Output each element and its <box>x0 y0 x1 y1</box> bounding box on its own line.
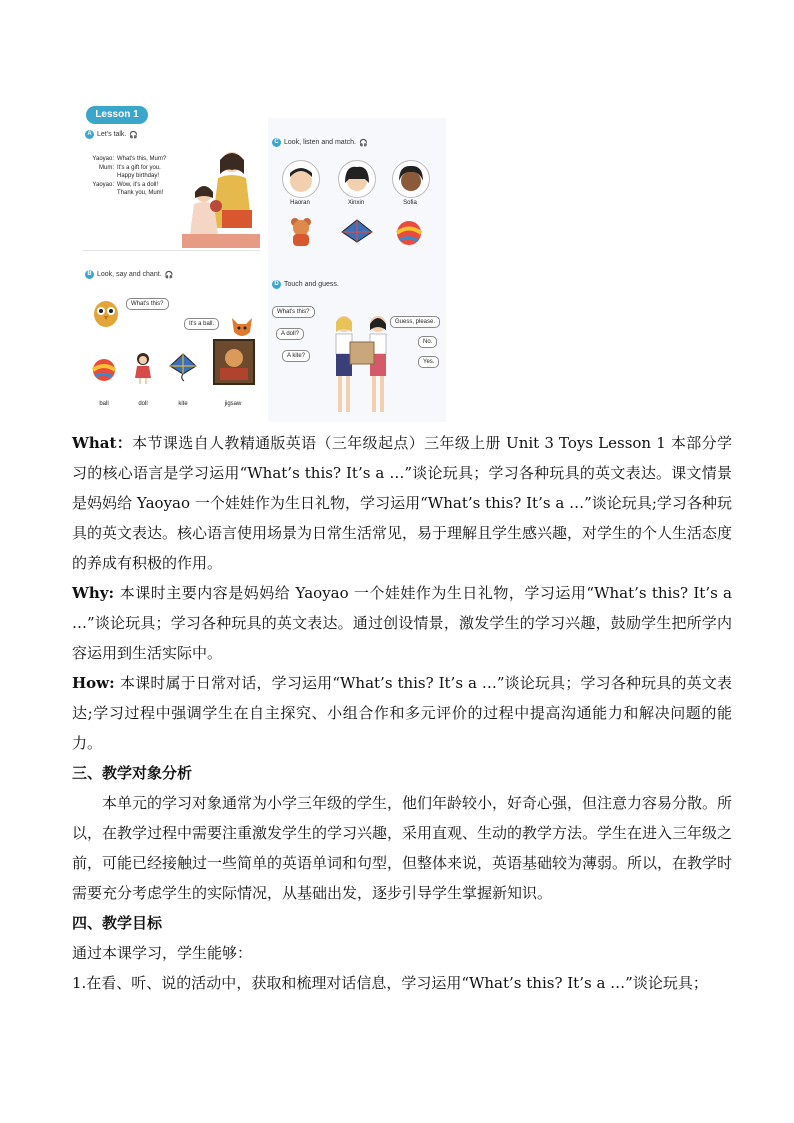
girl-face-icon <box>338 160 376 198</box>
jigsaw-picture <box>212 338 256 386</box>
section-c-badge: C <box>272 138 281 147</box>
owl-icon <box>92 296 120 328</box>
section-b-badge: B <box>85 270 94 279</box>
speech-bubble: It's a ball. <box>184 318 219 330</box>
lesson-panel-right <box>268 118 446 422</box>
speech-bubble: What's this? <box>126 298 169 310</box>
dialog-line: Yaoyao: What's this, Mum? <box>92 156 167 162</box>
what-text: 本节课选自人教精通版英语（三年级起点）三年级上册 Unit 3 Toys Lesson 1 本部分学习的核心语言是学习运用“What’s this? It’s a …”谈论玩具；学习各种玩具的英文表达。课文情景是妈妈给 Yaoyao 一个娃娃作为生日礼物，学习运用“What’s this? It’s a …”谈论玩具;学习各种玩具的英文表达。核心语言使用场景为日常生活常见，易于理解且学生感兴趣，对学生的个人生活态度的养成有积极的作用。 <box>72 434 733 572</box>
headphones-icon: 🎧 <box>129 131 139 139</box>
section-d-badge: D <box>272 280 281 289</box>
why-text: 本课时主要内容是妈妈给 Yaoyao 一个娃娃作为生日礼物，学习运用“What’s this? It’s a …”谈论玩具；学习各种玩具的英文表达。通过创设情景，激发学生的学习兴趣，鼓励学生把所学内容运用到生活实际中。 <box>72 584 732 662</box>
student-analysis-paragraph: 本单元的学习对象通常为小学三年级的学生，他们年龄较小，好奇心强，但注意力容易分散。所以，在教学过程中需要注重激发学生的学习兴趣，采用直观、生动的教学方法。学生在进入三年级之前，可能已经接触过一些简单的英语单词和句型，但整体来说，英语基础较为薄弱。所以，在教学时需要充分考虑学生的实际情况，从基础出发，逐步引导学生掌握新知识。 <box>72 794 733 902</box>
why-label: Why: <box>72 584 120 602</box>
section-a-title: Let's talk. <box>97 131 127 138</box>
section-a-heading <box>85 130 138 139</box>
goal-item: 1.在看、听、说的活动中，获取和梳理对话信息，学习运用“What’s this? It’s a …”谈论玩具； <box>72 974 708 992</box>
how-paragraph <box>72 668 732 758</box>
teddy-bear-icon <box>210 200 222 212</box>
doll-icon <box>134 352 152 384</box>
kite-icon <box>168 352 198 382</box>
toy-label: ball <box>99 401 109 407</box>
section-b-heading <box>85 270 173 279</box>
ball-icon <box>396 220 422 246</box>
kid-name: Haoran <box>290 200 310 206</box>
girl-face-icon <box>392 160 430 198</box>
section-a-badge: A <box>85 130 94 139</box>
toy-label: doll <box>138 401 148 407</box>
dialog-block <box>84 155 184 198</box>
how-label: How: <box>72 674 121 692</box>
speech-bubble: Guess, please. <box>390 316 440 328</box>
touch-guess-title: Touch and guess. <box>284 281 339 288</box>
dialog-line: Happy birthday! <box>117 173 160 180</box>
dialog-line: Mum: It's a gift for you. <box>99 164 161 171</box>
document-body <box>72 428 732 998</box>
ball-icon <box>92 358 116 382</box>
what-paragraph <box>72 428 732 578</box>
headphones-icon: 🎧 <box>359 139 368 147</box>
section-heading: 三、教学对象分析 <box>72 764 193 782</box>
speech-bubble: A doll? <box>276 328 304 340</box>
lesson-panel-left <box>82 100 260 422</box>
section-b-title: Look, say and chant. <box>97 271 162 278</box>
speech-bubble: No. <box>418 336 437 348</box>
kid-name: Sofia <box>403 200 417 206</box>
what-label: What： <box>72 434 133 452</box>
toy-label: jigsaw <box>224 401 242 407</box>
toy-label: kite <box>178 401 188 407</box>
headphones-icon: 🎧 <box>164 271 174 279</box>
speech-bubble: What's this? <box>272 306 315 318</box>
dialog-line: Thank you, Mum! <box>117 190 164 197</box>
mother-daughter-illustration <box>182 148 260 248</box>
kite-icon <box>340 218 374 248</box>
lesson-title-banner: Lesson 1 <box>86 106 148 124</box>
dialog-line: Yaoyao: Wow, it's a doll! <box>92 181 159 188</box>
how-text: 本课时属于日常对话，学习运用“What’s this? It’s a …”谈论玩具；学习各种玩具的英文表达;学习过程中强调学生在自主探究、小组合作和多元评价的过程中提高沟通能力和解决问题的能力。 <box>72 674 732 752</box>
fox-icon <box>230 314 254 340</box>
section-heading: 四、教学目标 <box>72 914 163 932</box>
touch-guess-heading <box>272 280 339 289</box>
section-c-title: Look, listen and match. <box>284 139 356 146</box>
goals-intro: 通过本课学习，学生能够： <box>72 944 253 962</box>
speech-bubble: A kite? <box>282 350 310 362</box>
speech-bubble: Yes. <box>418 356 439 368</box>
why-paragraph <box>72 578 732 668</box>
panel-divider <box>82 250 260 251</box>
kid-name: Xinxin <box>347 200 365 206</box>
section-c-heading <box>272 138 368 147</box>
textbook-illustration <box>82 100 446 422</box>
teddy-bear-icon <box>288 216 314 248</box>
boy-face-icon <box>282 160 320 198</box>
two-girls-illustration <box>326 312 396 420</box>
